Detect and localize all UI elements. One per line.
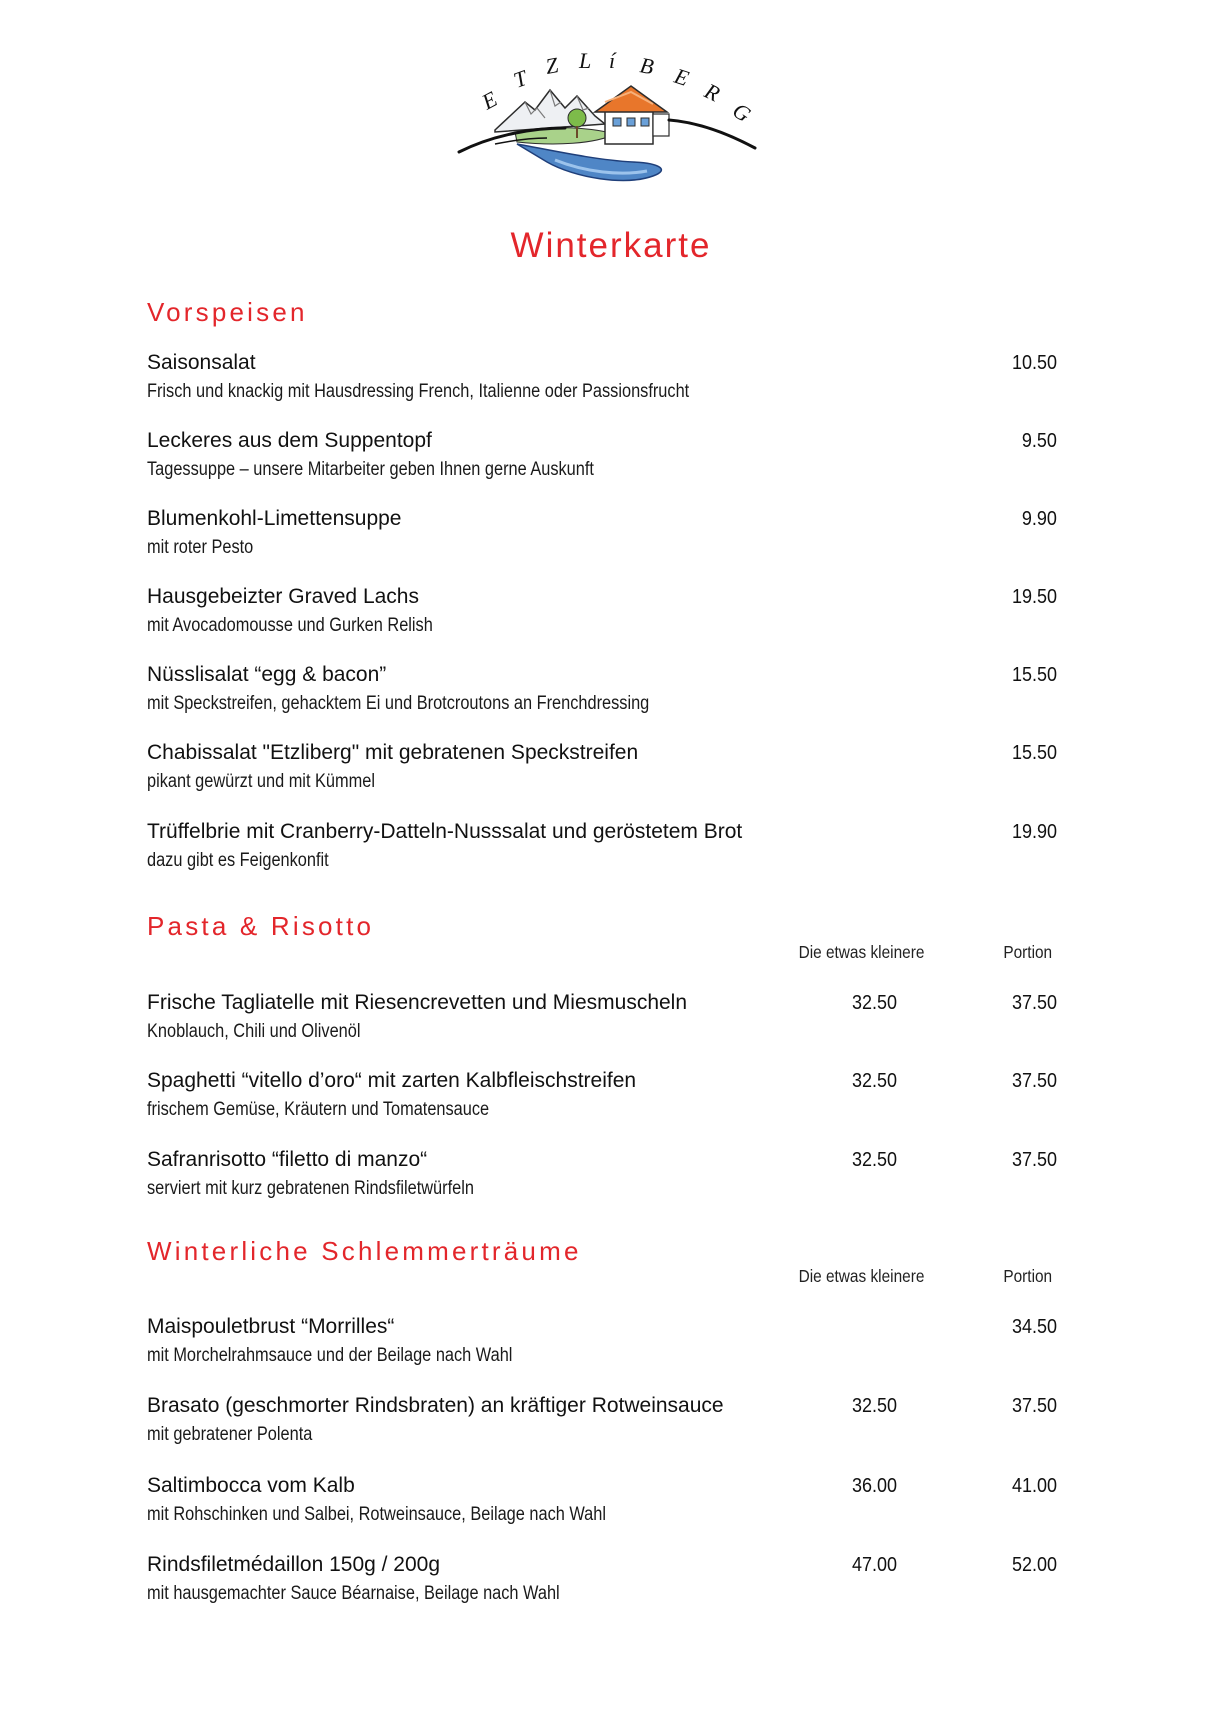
item-description: mit Speckstreifen, gehacktem Ei und Brotcroutons an Frenchdressing bbox=[147, 693, 650, 714]
item-name: Chabissalat "Etzliberg" mit gebratenen Speckstreifen bbox=[147, 741, 639, 764]
item-price: 37.50 bbox=[1011, 1070, 1057, 1092]
item-price: 15.50 bbox=[1011, 664, 1057, 686]
item-name: Safranrisotto “filetto di manzo“ bbox=[147, 1148, 428, 1171]
column-header-portion: Portion bbox=[1003, 1266, 1053, 1286]
item-price: 19.50 bbox=[1011, 586, 1057, 608]
item-name: Frische Tagliatelle mit Riesencrevetten und Miesmuscheln bbox=[147, 991, 688, 1014]
item-name: Maispouletbrust “Morrilles“ bbox=[147, 1315, 395, 1338]
item-price: 41.00 bbox=[1011, 1475, 1057, 1497]
item-price-small: 32.50 bbox=[851, 992, 897, 1014]
menu-item bbox=[147, 1553, 1057, 1609]
item-description: Frisch und knackig mit Hausdressing French, Italienne oder Passionsfrucht bbox=[147, 381, 690, 402]
item-price: 19.90 bbox=[1011, 821, 1057, 843]
svg-text:R: R bbox=[700, 78, 724, 107]
item-price: 10.50 bbox=[1011, 352, 1057, 374]
item-description: frischem Gemüse, Kräutern und Tomatensauce bbox=[147, 1099, 490, 1120]
svg-text:B: B bbox=[638, 52, 656, 80]
section-title-pasta-risotto: Pasta & Risotto bbox=[147, 911, 375, 941]
item-description: serviert mit kurz gebratenen Rindsfiletwürfeln bbox=[147, 1178, 474, 1199]
svg-text:G: G bbox=[728, 97, 756, 128]
item-description: mit Morchelrahmsauce und der Beilage nach Wahl bbox=[147, 1345, 513, 1366]
item-name: Rindsfiletmédaillon 150g / 200g bbox=[147, 1553, 441, 1576]
item-name: Trüffelbrie mit Cranberry-Datteln-Nusssalat und geröstetem Brot bbox=[147, 820, 743, 843]
column-header-small: Die etwas kleinere bbox=[798, 942, 925, 962]
item-name: Leckeres aus dem Suppentopf bbox=[147, 429, 432, 452]
item-price: 34.50 bbox=[1011, 1316, 1057, 1338]
svg-text:T: T bbox=[510, 65, 531, 93]
svg-text:E: E bbox=[671, 62, 692, 91]
item-price-small: 47.00 bbox=[851, 1554, 897, 1576]
item-name: Nüsslisalat “egg & bacon” bbox=[147, 663, 387, 686]
item-description: mit Avocadomousse und Gurken Relish bbox=[147, 615, 433, 636]
item-price: 37.50 bbox=[1011, 1395, 1057, 1417]
menu-item bbox=[147, 351, 1057, 407]
item-price-small: 36.00 bbox=[851, 1475, 897, 1497]
item-price: 15.50 bbox=[1011, 742, 1057, 764]
item-price-small: 32.50 bbox=[851, 1149, 897, 1171]
menu-item bbox=[147, 429, 1057, 485]
item-name: Hausgebeizter Graved Lachs bbox=[147, 585, 419, 608]
item-price: 37.50 bbox=[1011, 1149, 1057, 1171]
section-title-schlemmertraeume: Winterliche Schlemmerträume bbox=[147, 1236, 582, 1266]
item-name: Saltimbocca vom Kalb bbox=[147, 1474, 355, 1497]
svg-text:Z: Z bbox=[543, 52, 560, 79]
item-price-small: 32.50 bbox=[851, 1070, 897, 1092]
menu-item bbox=[147, 585, 1057, 641]
menu-item bbox=[147, 1394, 1057, 1450]
svg-text:í: í bbox=[609, 52, 616, 73]
menu-item bbox=[147, 1474, 1057, 1530]
item-name: Blumenkohl-Limettensuppe bbox=[147, 507, 402, 530]
item-name: Saisonsalat bbox=[147, 351, 256, 374]
item-description: Knoblauch, Chili und Olivenöl bbox=[147, 1021, 361, 1042]
item-name: Spaghetti “vitello d’oro“ mit zarten Kalbfleischstreifen bbox=[147, 1069, 637, 1092]
item-description: mit Rohschinken und Salbei, Rotweinsauce, Beilage nach Wahl bbox=[147, 1504, 606, 1525]
menu-item bbox=[147, 991, 1057, 1047]
item-price: 52.00 bbox=[1011, 1554, 1057, 1576]
menu-item bbox=[147, 507, 1057, 563]
item-price: 9.50 bbox=[1021, 430, 1057, 452]
svg-text:L: L bbox=[579, 52, 592, 73]
item-description: pikant gewürzt und mit Kümmel bbox=[147, 771, 375, 792]
svg-text:E: E bbox=[477, 86, 502, 115]
item-description: Tagessuppe – unsere Mitarbeiter geben Ihnen gerne Auskunft bbox=[147, 459, 594, 480]
column-header-small: Die etwas kleinere bbox=[798, 1266, 925, 1286]
menu-item bbox=[147, 1315, 1057, 1371]
menu-item bbox=[147, 663, 1057, 719]
item-name: Brasato (geschmorter Rindsbraten) an kräftiger Rotweinsauce bbox=[147, 1394, 724, 1417]
menu-item bbox=[147, 820, 1057, 876]
section-title-vorspeisen: Vorspeisen bbox=[147, 297, 308, 327]
item-description: mit roter Pesto bbox=[147, 537, 254, 558]
menu-item bbox=[147, 1148, 1057, 1204]
item-description: dazu gibt es Feigenkonfit bbox=[147, 850, 329, 871]
item-price: 37.50 bbox=[1011, 992, 1057, 1014]
menu-item bbox=[147, 1069, 1057, 1125]
menu-item bbox=[147, 741, 1057, 797]
item-price: 9.90 bbox=[1021, 508, 1057, 530]
etzliberg-logo bbox=[455, 52, 775, 204]
item-description: mit gebratener Polenta bbox=[147, 1424, 313, 1445]
column-header-portion: Portion bbox=[1003, 942, 1053, 962]
item-price-small: 32.50 bbox=[851, 1395, 897, 1417]
item-description: mit hausgemachter Sauce Béarnaise, Beilage nach Wahl bbox=[147, 1583, 560, 1604]
page-title: Winterkarte bbox=[510, 226, 712, 265]
